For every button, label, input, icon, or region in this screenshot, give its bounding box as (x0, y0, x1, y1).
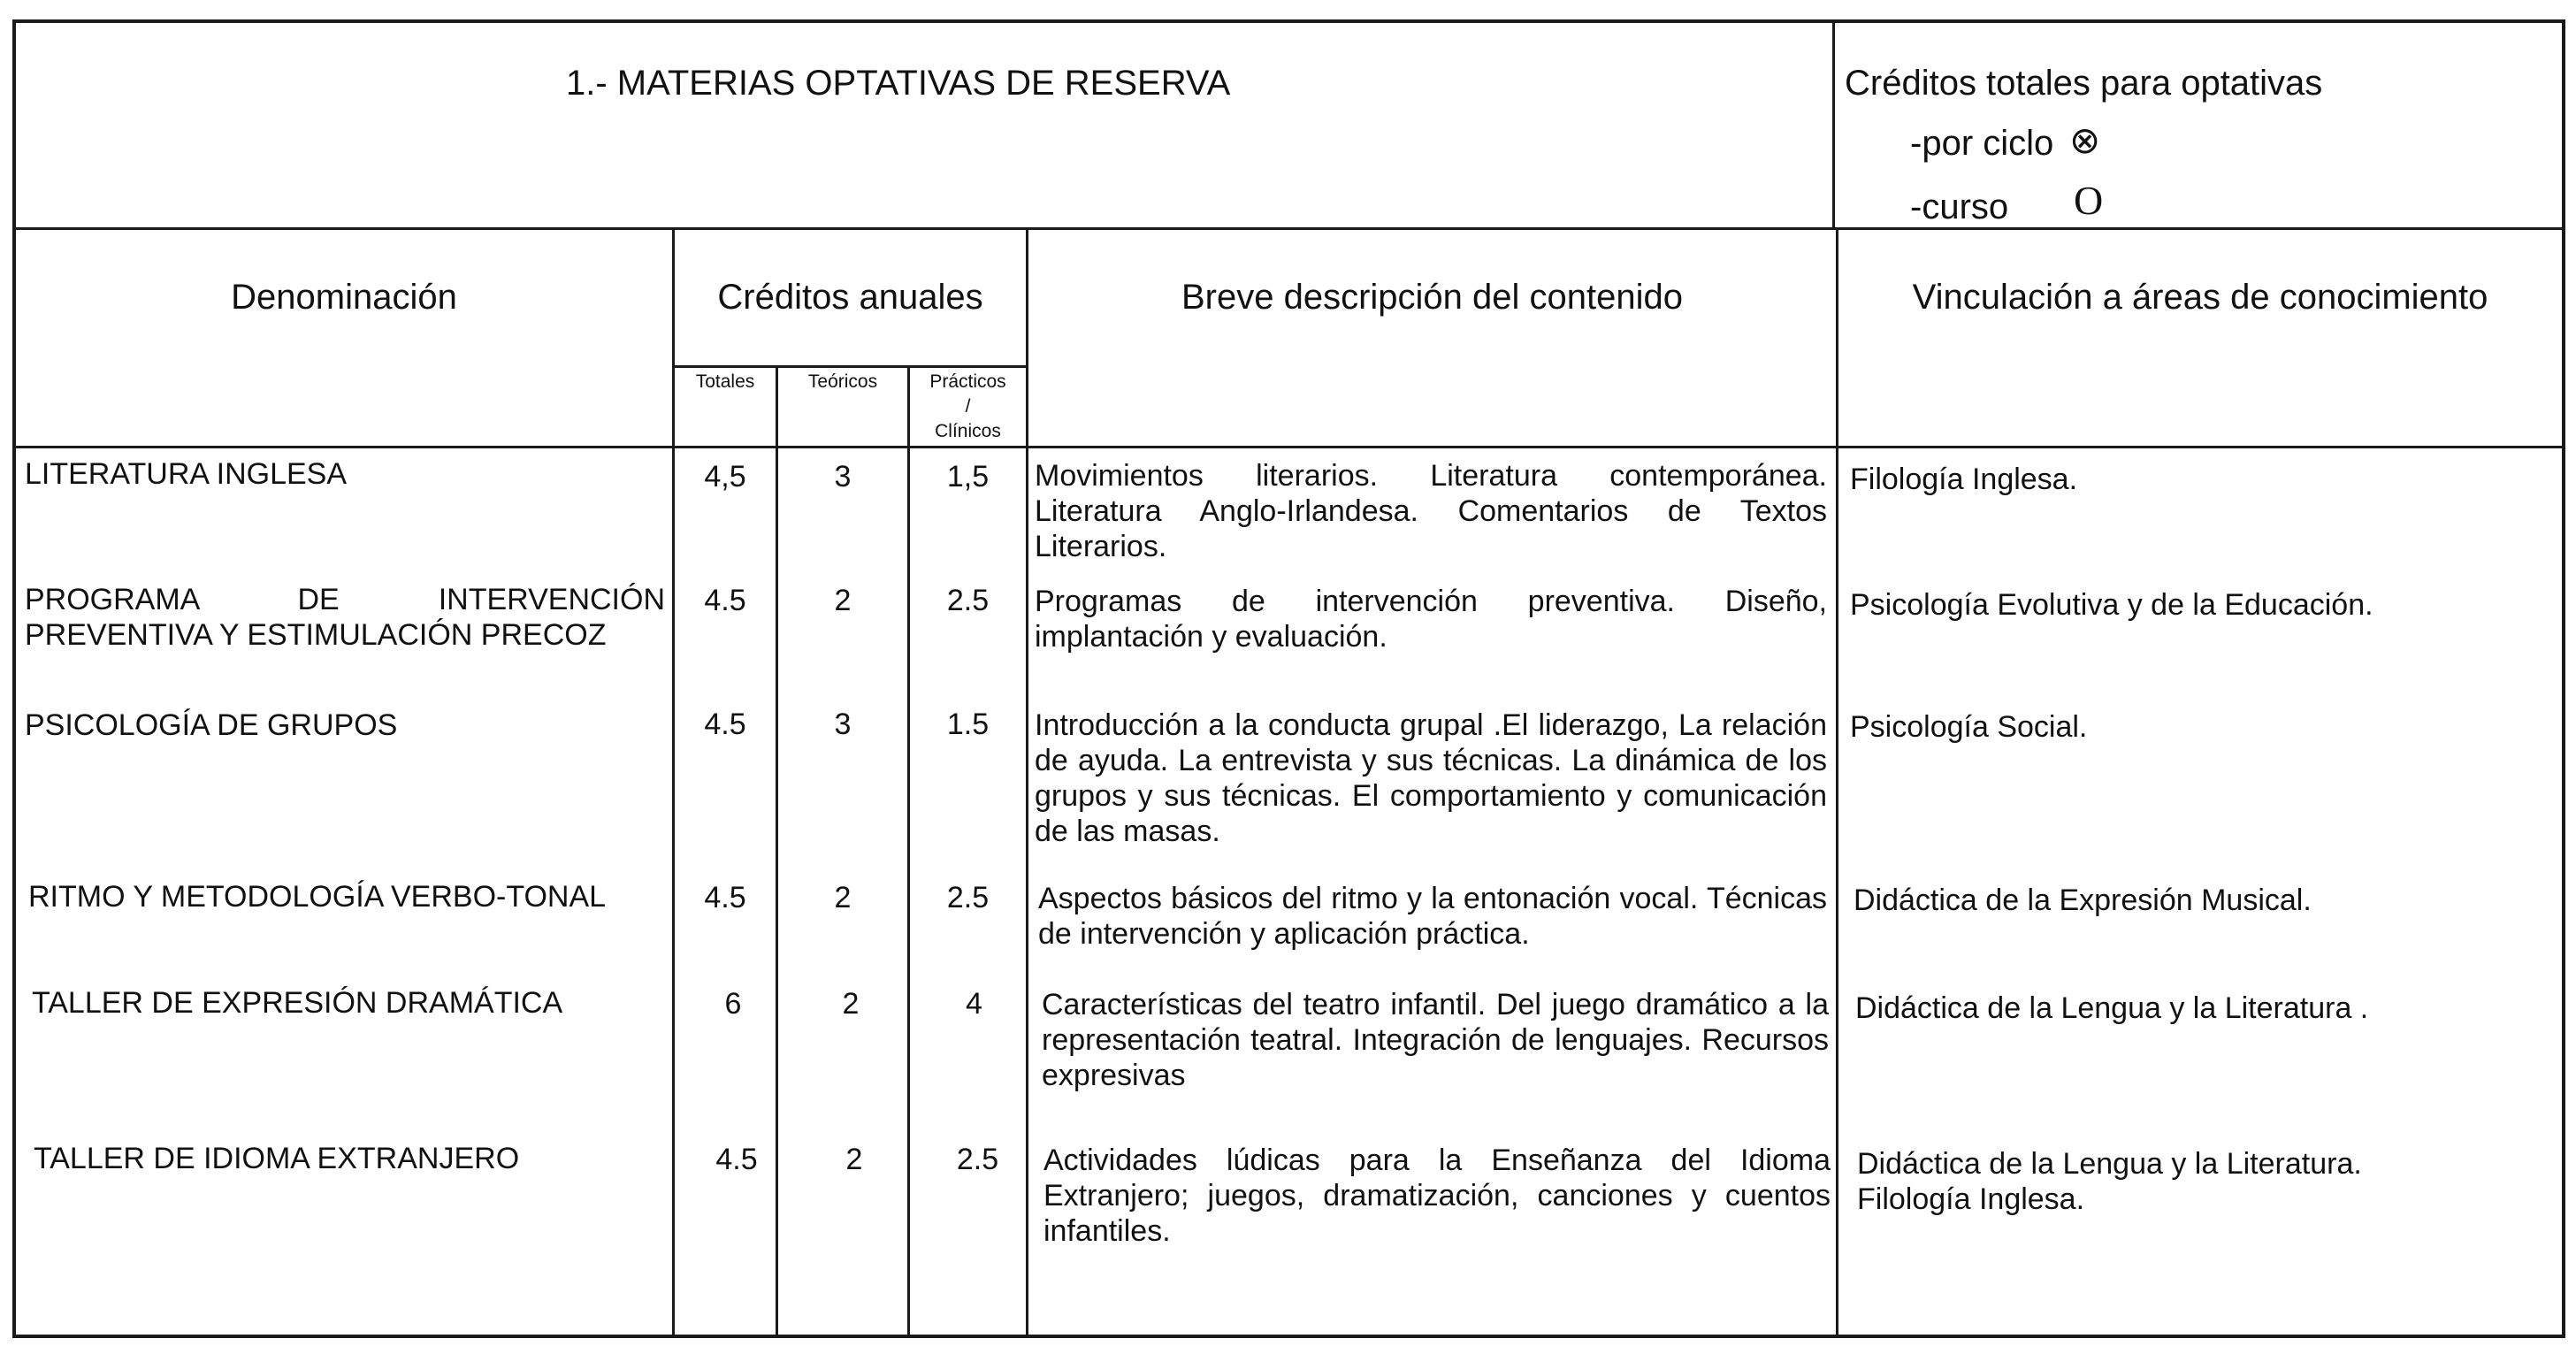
row-3-area: Psicología Social. (1850, 710, 2088, 744)
rule-title-bottom (12, 227, 2565, 230)
row-5-teoricos: 2 (842, 987, 860, 1021)
rule-col-3 (907, 365, 910, 1338)
row-5-area: Didáctica de la Lengua y la Literatura . (1855, 991, 2369, 1025)
row-1-descripcion: Movimientos literarios. Literatura contemporánea. Literatura Anglo-Irlandesa. Comentarios de Textos Literarios. (1035, 459, 1827, 563)
row-1-teoricos: 3 (834, 460, 852, 493)
header-descripcion: Breve descripción del contenido (1181, 278, 1683, 317)
rule-title-divider (1832, 19, 1835, 230)
rule-credits-split (674, 365, 1028, 368)
row-4-practicos: 2.5 (946, 881, 990, 914)
row-6-teoricos: 2 (845, 1143, 863, 1176)
row-1-area: Filología Inglesa. (1850, 463, 2078, 496)
row-5-totales: 6 (724, 987, 742, 1021)
row-5-name: TALLER DE EXPRESIÓN DRAMÁTICA (32, 986, 563, 1020)
header-vinculacion: Vinculación a áreas de conocimiento (1912, 278, 2488, 317)
row-5-practicos: 4 (966, 987, 982, 1021)
header-practicos-2: / (965, 396, 971, 417)
row-6-name: TALLER DE IDIOMA EXTRANJERO (34, 1142, 520, 1175)
header-teoricos: Teóricos (807, 371, 878, 392)
credits-total-title: Créditos totales para optativas (1845, 64, 2323, 103)
table-title: 1.- MATERIAS OPTATIVAS DE RESERVA (566, 64, 1231, 103)
frame-bottom (12, 1335, 2565, 1338)
row-3-teoricos: 3 (834, 708, 852, 741)
row-2-practicos: 2.5 (946, 584, 990, 617)
header-totales: Totales (695, 371, 755, 392)
row-6-descripcion: Actividades lúdicas para la Enseñanza del Idioma Extranjero; juegos, dramatización, canciones y cuentos infantiles. (1043, 1144, 1831, 1248)
row-6-totales: 4.5 (715, 1143, 758, 1176)
row-1-totales: 4,5 (704, 460, 746, 493)
row-2-descripcion: Programas de intervención preventiva. Diseño, implantación y evaluación. (1035, 585, 1827, 654)
por-ciclo-label: -por ciclo (1910, 124, 2054, 163)
curso-mark-icon: O (2074, 178, 2104, 223)
row-1-name: LITERATURA INGLESA (25, 457, 348, 491)
row-3-practicos: 1.5 (946, 708, 990, 741)
row-4-name: RITMO Y METODOLOGÍA VERBO-TONAL (28, 880, 607, 914)
por-ciclo-mark-icon: ⊗ (2069, 119, 2101, 161)
header-practicos-3: Clínicos (935, 421, 1001, 441)
rule-col-5 (1836, 227, 1838, 1338)
header-creditos: Créditos anuales (717, 278, 983, 317)
row-5-descripcion: Características del teatro infantil. Del juego dramático a la representación teatral. Integración de lenguajes. Recursos expresivas (1042, 988, 1829, 1092)
frame-left (12, 19, 16, 1338)
row-3-totales: 4.5 (704, 708, 746, 741)
frame-right (2562, 19, 2565, 1338)
header-denominacion: Denominación (231, 278, 457, 317)
row-2-name: PROGRAMA DE INTERVENCIÓN PREVENTIVA Y ESTIMULACIÓN PRECOZ (25, 583, 665, 652)
row-2-totales: 4.5 (704, 584, 746, 617)
row-3-descripcion: Introducción a la conducta grupal .El liderazgo, La relación de ayuda. La entrevista y sus técnicas. La dinámica de los grupos y sus técnicas. El comportamiento y comunicación de las masas. (1035, 708, 1827, 848)
frame-top (12, 19, 2565, 23)
row-4-teoricos: 2 (834, 881, 852, 914)
row-6-practicos: 2.5 (956, 1143, 999, 1176)
row-1-practicos: 1,5 (946, 460, 990, 493)
row-6-area-2: Filología Inglesa. (1857, 1182, 2085, 1216)
row-6-area-1: Didáctica de la Lengua y la Literatura. (1857, 1147, 2362, 1181)
row-3-name: PSICOLOGÍA DE GRUPOS (25, 708, 398, 742)
row-4-totales: 4.5 (704, 881, 746, 914)
rule-col-2 (776, 365, 778, 1338)
curso-label: -curso (1910, 187, 2009, 226)
row-2-teoricos: 2 (834, 584, 852, 617)
row-4-descripcion: Aspectos básicos del ritmo y la entonación vocal. Técnicas de intervención y aplicación práctica. (1038, 882, 1827, 951)
rule-col-1 (672, 227, 675, 1338)
rule-header-bottom (12, 446, 2565, 448)
row-4-area: Didáctica de la Expresión Musical. (1854, 884, 2312, 917)
row-2-area: Psicología Evolutiva y de la Educación. (1850, 588, 2373, 622)
header-practicos-1: Prácticos (929, 371, 1006, 392)
